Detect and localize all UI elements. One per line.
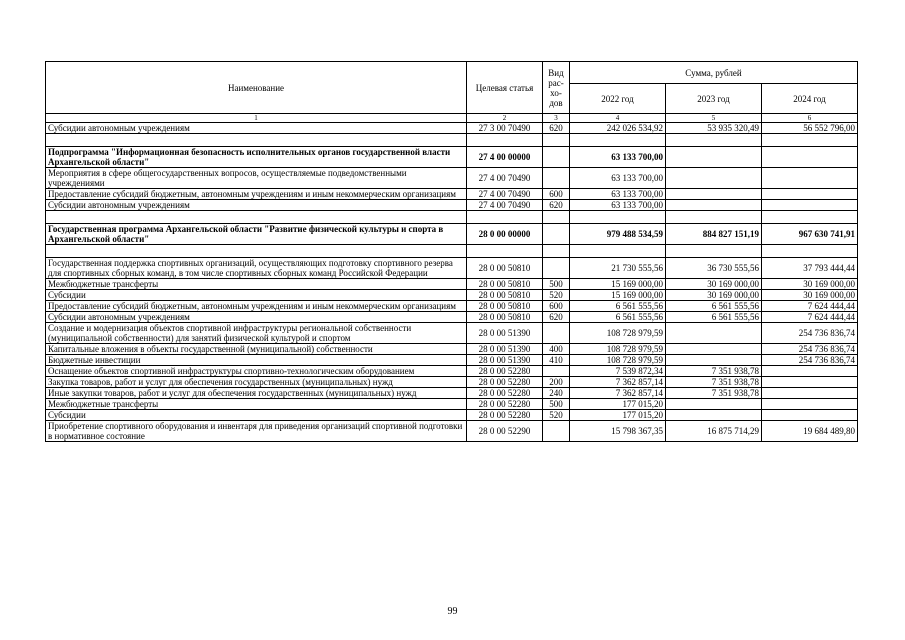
cell-sum-2024 [762, 388, 858, 399]
empty-cell [46, 245, 467, 258]
cell-target-code: 28 0 00 00000 [467, 224, 543, 245]
cell-sum-2024 [762, 410, 858, 421]
cell-name: Капитальные вложения в объекты государственной (муниципальной) собственности [46, 344, 467, 355]
cell-sum-2024 [762, 377, 858, 388]
cell-target-code: 28 0 00 51390 [467, 355, 543, 366]
cell-sum-2022: 15 169 000,00 [570, 279, 666, 290]
cell-sum-2022: 63 133 700,00 [570, 200, 666, 211]
cell-sum-2024 [762, 399, 858, 410]
cell-target-code: 27 4 00 70490 [467, 200, 543, 211]
empty-cell [467, 134, 543, 147]
column-index: 1 [46, 114, 467, 123]
empty-cell [543, 245, 570, 258]
cell-sum-2023 [666, 323, 762, 344]
empty-cell [543, 134, 570, 147]
header-sum: Сумма, рублей [570, 62, 858, 84]
cell-target-code: 27 4 00 00000 [467, 147, 543, 168]
cell-target-code: 28 0 00 50810 [467, 258, 543, 279]
header-year-2023: 2023 год [666, 84, 762, 114]
cell-sum-2023: 884 827 151,19 [666, 224, 762, 245]
empty-cell [543, 211, 570, 224]
cell-sum-2022: 6 561 555,56 [570, 312, 666, 323]
cell-sum-2023 [666, 410, 762, 421]
table-row [46, 147, 858, 168]
cell-sum-2022: 7 362 857,14 [570, 388, 666, 399]
cell-sum-2024: 254 736 836,74 [762, 323, 858, 344]
cell-sum-2022: 177 015,20 [570, 399, 666, 410]
cell-sum-2023: 6 561 555,56 [666, 301, 762, 312]
cell-sum-2024 [762, 200, 858, 211]
cell-expense-type: 620 [543, 312, 570, 323]
cell-target-code: 28 0 00 50810 [467, 312, 543, 323]
cell-expense-type: 520 [543, 410, 570, 421]
empty-cell [46, 211, 467, 224]
cell-sum-2024: 56 552 796,00 [762, 123, 858, 134]
cell-target-code: 28 0 00 50810 [467, 279, 543, 290]
cell-sum-2024: 254 736 836,74 [762, 355, 858, 366]
cell-sum-2024: 7 624 444,44 [762, 301, 858, 312]
cell-sum-2024: 967 630 741,91 [762, 224, 858, 245]
cell-target-code: 28 0 00 52290 [467, 421, 543, 442]
cell-expense-type [543, 366, 570, 377]
cell-expense-type [543, 421, 570, 442]
cell-sum-2024: 30 169 000,00 [762, 290, 858, 301]
cell-name: Субсидии [46, 290, 467, 301]
column-index: 3 [543, 114, 570, 123]
cell-name: Субсидии автономным учреждениям [46, 200, 467, 211]
cell-expense-type [543, 258, 570, 279]
cell-expense-type: 400 [543, 344, 570, 355]
table-row [46, 410, 858, 421]
cell-target-code: 27 4 00 70490 [467, 189, 543, 200]
cell-name: Субсидии автономным учреждениям [46, 123, 467, 134]
cell-sum-2023 [666, 355, 762, 366]
cell-sum-2024: 19 684 489,80 [762, 421, 858, 442]
cell-sum-2023: 16 875 714,29 [666, 421, 762, 442]
cell-sum-2023: 30 169 000,00 [666, 279, 762, 290]
cell-expense-type [543, 224, 570, 245]
cell-name: Государственная поддержка спортивных организаций, осуществляющих подготовку спортивного резерва для спортивных сборных команд, в том числе спортивных сборных команд Российской Федерации [46, 258, 467, 279]
table-row [46, 123, 858, 134]
table-row [46, 224, 858, 245]
cell-sum-2022: 242 026 534,92 [570, 123, 666, 134]
cell-sum-2024: 254 736 836,74 [762, 344, 858, 355]
cell-name: Предоставление субсидий бюджетным, автономным учреждениям и иным некоммерческим организациям [46, 301, 467, 312]
cell-target-code: 27 4 00 70490 [467, 168, 543, 189]
cell-sum-2023 [666, 147, 762, 168]
cell-expense-type: 600 [543, 301, 570, 312]
empty-cell [467, 211, 543, 224]
cell-sum-2023: 7 351 938,78 [666, 366, 762, 377]
cell-name: Мероприятия в сфере общегосударственных вопросов, осуществляемые подведомственными учреждениями [46, 168, 467, 189]
cell-sum-2022: 108 728 979,59 [570, 344, 666, 355]
cell-target-code: 28 0 00 52280 [467, 388, 543, 399]
cell-name: Иные закупки товаров, работ и услуг для обеспечения государственных (муниципальных) нужд [46, 388, 467, 399]
table-row [46, 290, 858, 301]
cell-sum-2023: 7 351 938,78 [666, 377, 762, 388]
cell-expense-type: 500 [543, 279, 570, 290]
cell-sum-2022: 177 015,20 [570, 410, 666, 421]
empty-cell [570, 245, 666, 258]
table-row [46, 258, 858, 279]
empty-cell [570, 134, 666, 147]
header-year-2022: 2022 год [570, 84, 666, 114]
table-row [46, 189, 858, 200]
cell-sum-2022: 108 728 979,59 [570, 323, 666, 344]
cell-target-code: 28 0 00 51390 [467, 344, 543, 355]
column-index: 2 [467, 114, 543, 123]
cell-name: Межбюджетные трансферты [46, 279, 467, 290]
cell-sum-2023 [666, 168, 762, 189]
budget-table [45, 61, 858, 442]
empty-cell [762, 211, 858, 224]
table-row [46, 312, 858, 323]
cell-sum-2023: 6 561 555,56 [666, 312, 762, 323]
empty-cell [666, 245, 762, 258]
table-row [46, 168, 858, 189]
table-row [46, 200, 858, 211]
cell-target-code: 28 0 00 50810 [467, 301, 543, 312]
cell-sum-2023 [666, 200, 762, 211]
cell-name: Бюджетные инвестиции [46, 355, 467, 366]
cell-sum-2024: 30 169 000,00 [762, 279, 858, 290]
empty-cell [762, 134, 858, 147]
cell-name: Закупка товаров, работ и услуг для обеспечения государственных (муниципальных) нужд [46, 377, 467, 388]
table-row [46, 344, 858, 355]
table-row [46, 355, 858, 366]
cell-sum-2022: 63 133 700,00 [570, 168, 666, 189]
table-row [46, 301, 858, 312]
cell-sum-2022: 63 133 700,00 [570, 147, 666, 168]
cell-expense-type: 200 [543, 377, 570, 388]
table-row [46, 366, 858, 377]
cell-sum-2022: 108 728 979,59 [570, 355, 666, 366]
cell-sum-2022: 7 539 872,34 [570, 366, 666, 377]
cell-sum-2022: 15 798 367,35 [570, 421, 666, 442]
table-body [46, 123, 858, 442]
empty-cell [570, 211, 666, 224]
cell-target-code: 28 0 00 50810 [467, 290, 543, 301]
cell-expense-type [543, 323, 570, 344]
cell-sum-2022: 21 730 555,56 [570, 258, 666, 279]
cell-sum-2023: 36 730 555,56 [666, 258, 762, 279]
cell-expense-type [543, 168, 570, 189]
table-row [46, 399, 858, 410]
cell-target-code: 28 0 00 52280 [467, 399, 543, 410]
cell-sum-2023 [666, 344, 762, 355]
column-index: 4 [570, 114, 666, 123]
cell-sum-2022: 6 561 555,56 [570, 301, 666, 312]
cell-target-code: 27 3 00 70490 [467, 123, 543, 134]
header-target: Целевая статья [467, 62, 543, 114]
table-row-spacer [46, 245, 858, 258]
table-row [46, 421, 858, 442]
column-index: 6 [762, 114, 858, 123]
table-row [46, 323, 858, 344]
cell-expense-type: 600 [543, 189, 570, 200]
empty-cell [666, 134, 762, 147]
cell-name: Оснащение объектов спортивной инфраструктуры спортивно-технологическим оборудованием [46, 366, 467, 377]
header-name: Наименование [46, 62, 467, 114]
cell-sum-2022: 979 488 534,59 [570, 224, 666, 245]
table-row [46, 279, 858, 290]
cell-expense-type: 620 [543, 200, 570, 211]
cell-sum-2024 [762, 189, 858, 200]
cell-name: Государственная программа Архангельской области "Развитие физической культуры и спорта в Архангельской области" [46, 224, 467, 245]
cell-target-code: 28 0 00 52280 [467, 366, 543, 377]
table-row [46, 377, 858, 388]
page-number: 99 [447, 606, 458, 617]
cell-sum-2024: 7 624 444,44 [762, 312, 858, 323]
cell-target-code: 28 0 00 52280 [467, 377, 543, 388]
column-index: 5 [666, 114, 762, 123]
cell-name: Подпрограмма "Информационная безопасность исполнительных органов государственной власти Архангельской области" [46, 147, 467, 168]
cell-name: Субсидии [46, 410, 467, 421]
cell-name: Приобретение спортивного оборудования и инвентаря для приведения организаций спортивной подготовки в нормативное состояние [46, 421, 467, 442]
cell-expense-type: 620 [543, 123, 570, 134]
empty-cell [467, 245, 543, 258]
cell-name: Создание и модернизация объектов спортивной инфраструктуры региональной собственности (муниципальной собственности) для занятий физической культурой и спортом [46, 323, 467, 344]
cell-sum-2022: 15 169 000,00 [570, 290, 666, 301]
table-row-spacer [46, 134, 858, 147]
table-row-spacer [46, 211, 858, 224]
cell-expense-type: 410 [543, 355, 570, 366]
cell-sum-2023: 7 351 938,78 [666, 388, 762, 399]
cell-target-code: 28 0 00 51390 [467, 323, 543, 344]
cell-name: Субсидии автономным учреждениям [46, 312, 467, 323]
cell-name: Межбюджетные трансферты [46, 399, 467, 410]
cell-expense-type: 500 [543, 399, 570, 410]
cell-sum-2023 [666, 189, 762, 200]
cell-sum-2024 [762, 366, 858, 377]
cell-target-code: 28 0 00 52280 [467, 410, 543, 421]
table-row [46, 388, 858, 399]
cell-sum-2024 [762, 147, 858, 168]
empty-cell [762, 245, 858, 258]
cell-sum-2024: 37 793 444,44 [762, 258, 858, 279]
header-expense-type: Вид рас-хо-дов [543, 62, 570, 114]
cell-sum-2024 [762, 168, 858, 189]
cell-sum-2023 [666, 399, 762, 410]
cell-sum-2023: 53 935 320,49 [666, 123, 762, 134]
cell-sum-2022: 7 362 857,14 [570, 377, 666, 388]
cell-sum-2022: 63 133 700,00 [570, 189, 666, 200]
header-year-2024: 2024 год [762, 84, 858, 114]
empty-cell [46, 134, 467, 147]
empty-cell [666, 211, 762, 224]
cell-name: Предоставление субсидий бюджетным, автономным учреждениям и иным некоммерческим организациям [46, 189, 467, 200]
cell-expense-type: 520 [543, 290, 570, 301]
cell-expense-type [543, 147, 570, 168]
cell-expense-type: 240 [543, 388, 570, 399]
cell-sum-2023: 30 169 000,00 [666, 290, 762, 301]
